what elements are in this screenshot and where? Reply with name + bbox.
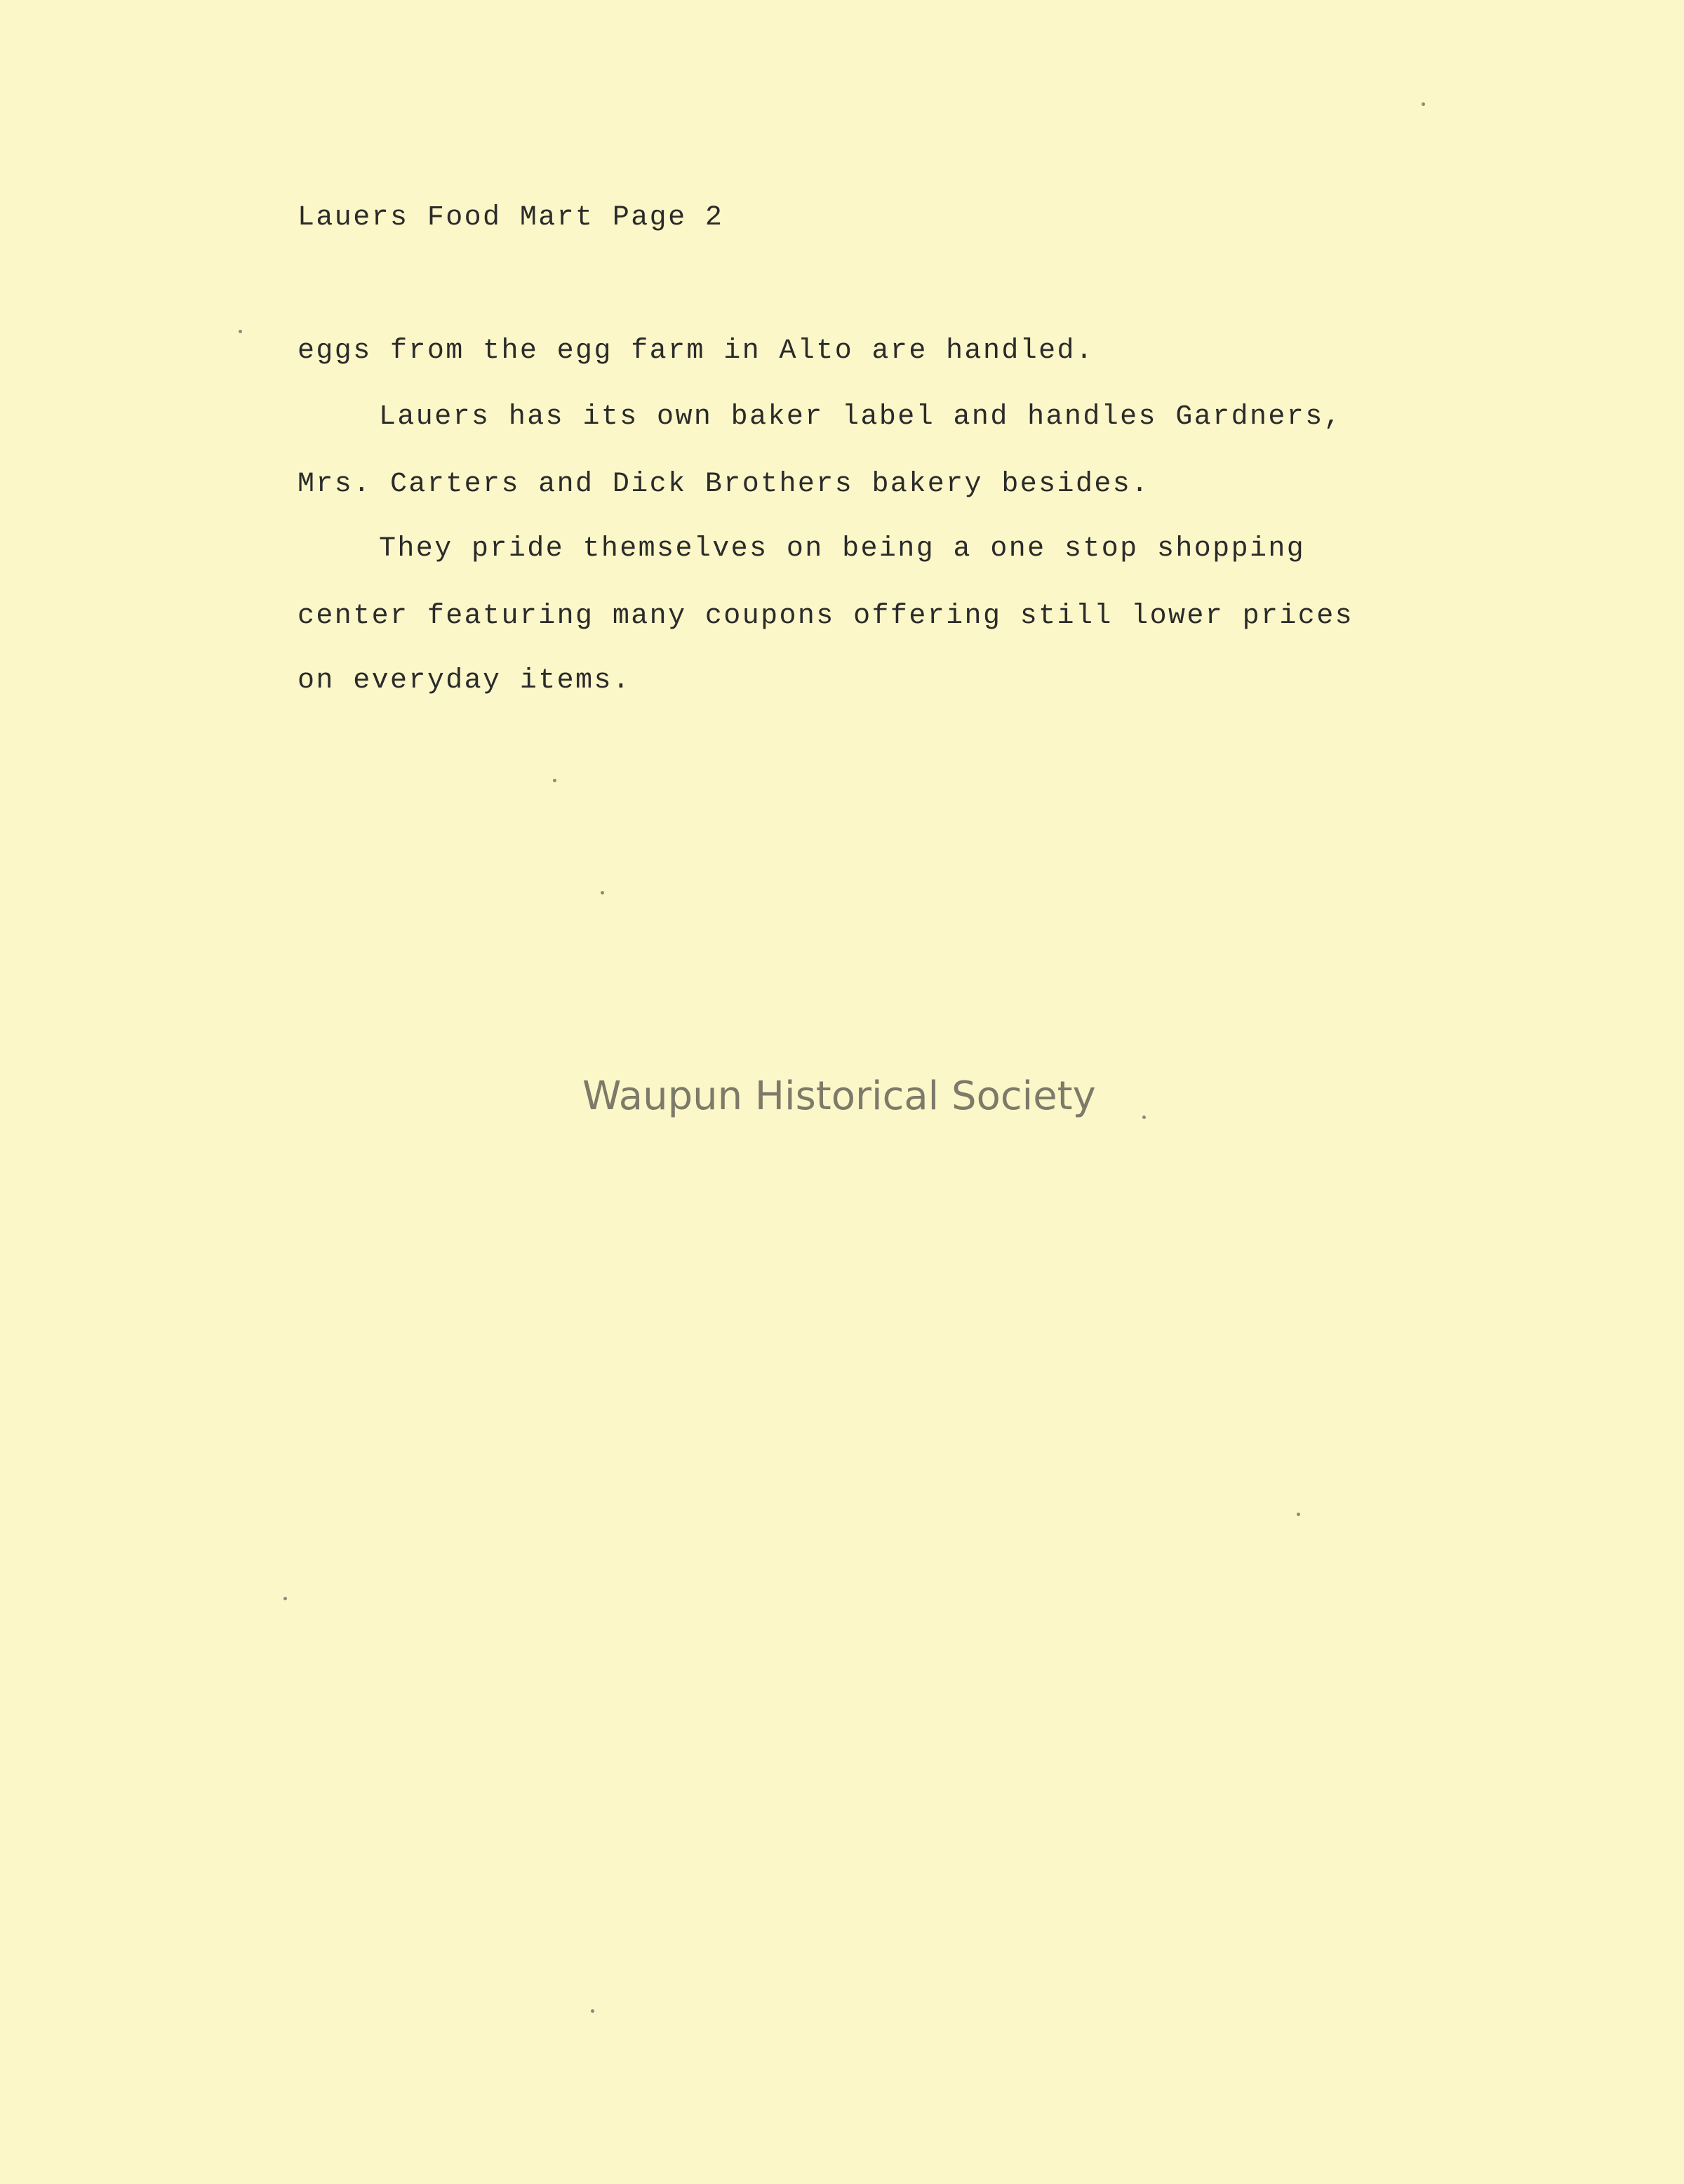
text-line: center featuring many coupons offering still lower prices (298, 601, 1354, 632)
text-line: Lauers has its own baker label and handles Gardners, (379, 401, 1343, 433)
paper-speck (553, 779, 556, 782)
paper-speck (1297, 1513, 1300, 1516)
paper-speck (1142, 1116, 1146, 1119)
paper-speck (591, 2009, 594, 2013)
watermark: Waupun Historical Society (582, 1073, 1096, 1119)
paper-speck (601, 891, 604, 895)
text-line: They pride themselves on being a one stop shopping (379, 533, 1306, 565)
text-line: on everyday items. (298, 665, 632, 697)
paper-speck (239, 330, 242, 333)
text-line: eggs from the egg farm in Alto are handled. (298, 335, 1095, 367)
paper-speck (283, 1597, 287, 1600)
text-line: Mrs. Carters and Dick Brothers bakery besides. (298, 469, 1150, 500)
page-header: Lauers Food Mart Page 2 (298, 202, 724, 234)
paper-speck (1422, 102, 1425, 106)
